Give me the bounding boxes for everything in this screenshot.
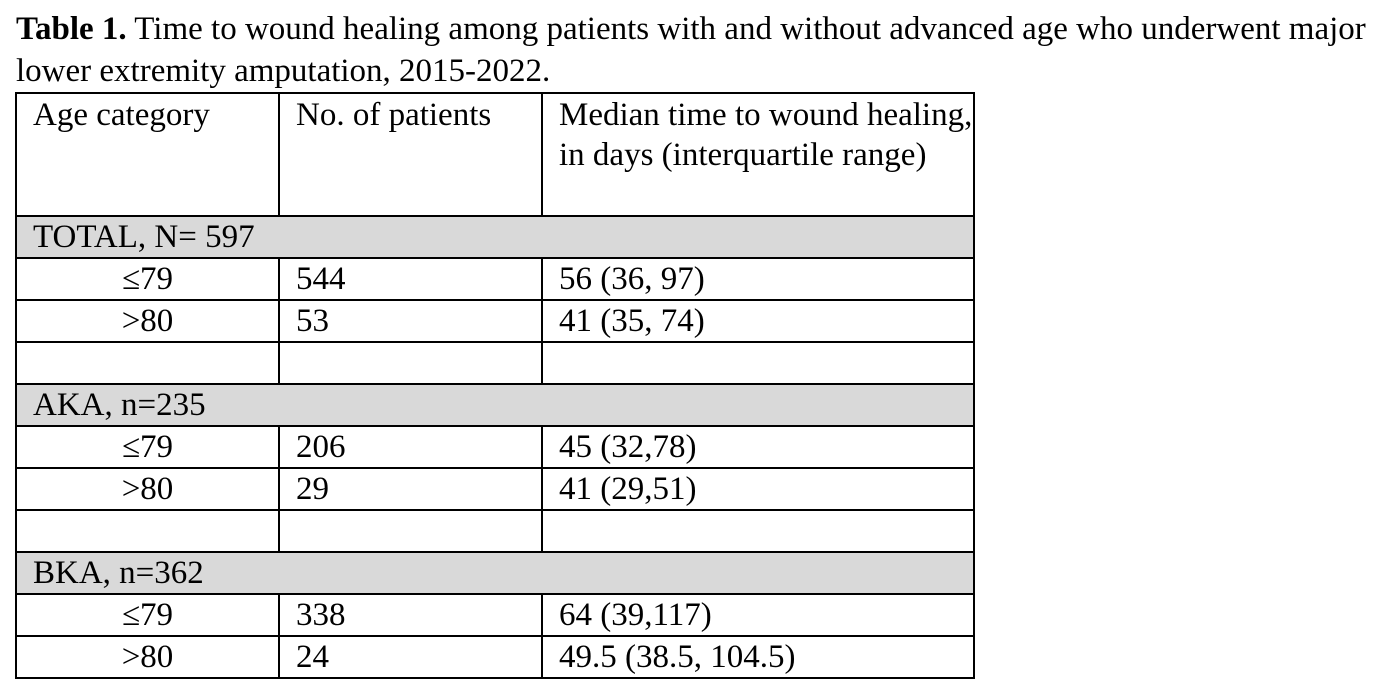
group-row-aka	[16, 384, 974, 426]
patients-cell: 24	[279, 636, 542, 678]
table-row	[16, 468, 974, 510]
median-cell: 41 (29,51)	[542, 468, 974, 510]
empty-cell	[16, 510, 279, 552]
group-row-bka	[16, 552, 974, 594]
spacer-row	[16, 342, 974, 384]
patients-cell: 544	[279, 258, 542, 300]
spacer-row	[16, 510, 974, 552]
empty-cell	[542, 510, 974, 552]
header-no-of-patients: No. of patients	[279, 93, 542, 216]
patients-cell: 338	[279, 594, 542, 636]
empty-cell	[279, 510, 542, 552]
age-cell: ≤79	[16, 594, 279, 636]
group-row-total	[16, 216, 974, 258]
median-cell: 49.5 (38.5, 104.5)	[542, 636, 974, 678]
age-cell: >80	[16, 300, 279, 342]
group-title: BKA, n=362	[16, 552, 974, 594]
age-cell: ≤79	[16, 426, 279, 468]
caption-text: Time to wound healing among patients with and without advanced age who underwent major lower extremity amputation, 2015-2022.	[16, 11, 1366, 89]
age-cell: >80	[16, 468, 279, 510]
median-cell: 64 (39,117)	[542, 594, 974, 636]
table-row	[16, 426, 974, 468]
empty-cell	[542, 342, 974, 384]
empty-cell	[279, 342, 542, 384]
age-cell: ≤79	[16, 258, 279, 300]
table-row	[16, 300, 974, 342]
median-cell: 56 (36, 97)	[542, 258, 974, 300]
age-cell: >80	[16, 636, 279, 678]
header-median-time: Median time to wound healing, in days (interquartile range)	[542, 93, 974, 216]
patients-cell: 29	[279, 468, 542, 510]
results-table	[15, 92, 975, 679]
table-row	[16, 258, 974, 300]
header-row	[16, 93, 974, 216]
table-row	[16, 636, 974, 678]
median-cell: 45 (32,78)	[542, 426, 974, 468]
patients-cell: 206	[279, 426, 542, 468]
caption-label: Table 1.	[16, 11, 127, 47]
group-title: AKA, n=235	[16, 384, 974, 426]
empty-cell	[16, 342, 279, 384]
median-cell: 41 (35, 74)	[542, 300, 974, 342]
table-caption	[16, 8, 1366, 92]
patients-cell: 53	[279, 300, 542, 342]
header-age-category: Age category	[16, 93, 279, 216]
group-title: TOTAL, N= 597	[16, 216, 974, 258]
table-row	[16, 594, 974, 636]
